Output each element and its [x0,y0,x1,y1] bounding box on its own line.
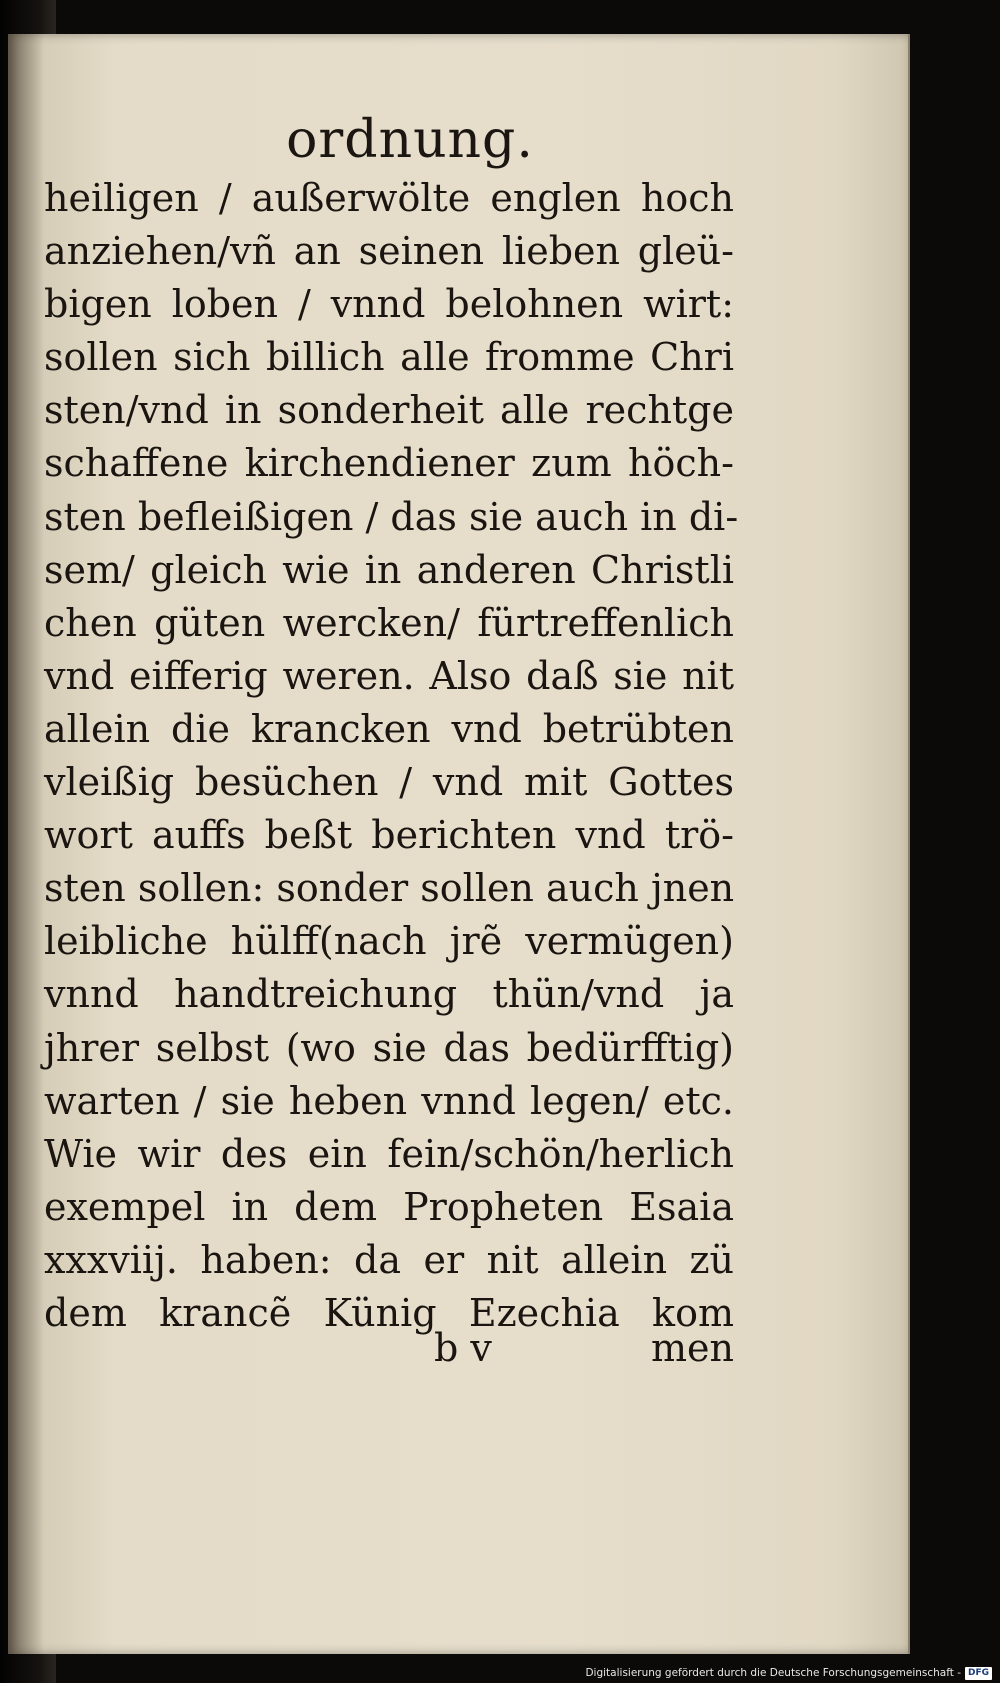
footer-credit [585,1664,992,1682]
text-line: heiligen / außerwölte englen hoch [44,176,734,220]
text-line: sten befleißigen / das sie auch in di- [44,494,739,539]
text-line: dem krancẽ Künig Ezechia kom [44,1290,734,1335]
text-line: chen güten wercken/ fürtreffenlich [44,600,734,645]
text-line: allein die krancken vnd betrübten [44,706,734,751]
text-line: leibliche hülff(nach jrẽ vermügen) [44,919,734,964]
running-header: ordnung. [286,110,534,170]
text-line: vleißig besüchen / vnd mit Gottes [44,760,734,805]
signature-line [44,1320,734,1376]
text-line: sollen sich billich alle fromme Chri [44,335,734,380]
text-line: sten sollen: sonder sollen auch jnen [44,866,735,911]
text-line: sten/vnd in sonderheit alle rechtge [44,388,734,433]
text-line: anziehen/vñ an seinen lieben gleü- [44,229,734,274]
text-line: Wie wir des ein fein/schön/herlich [44,1131,734,1176]
text-line: wort auffs beßt berichten vnd trö- [44,813,734,858]
page-gutter-shadow [8,34,44,1654]
text-line: warten / sie heben vnnd legen/ etc. [44,1078,734,1123]
text-line: sem/ gleich wie in anderen Christli [44,547,734,592]
text-block [44,172,739,1340]
text-line: schaffene kirchendiener zum höch- [44,441,734,486]
text-line: bigen loben / vnnd belohnen wirt: [44,282,734,327]
catchword: men [651,1326,734,1370]
text-line: vnnd handtreichung thün/vnd ja [44,972,734,1017]
signature-mark: b v [434,1326,492,1370]
text-line: jhrer selbst (wo sie das bedürfftig) [44,1025,734,1070]
text-line: vnd eifferig weren. Also daß sie nit [44,653,734,698]
dfg-logo: DFG [965,1667,992,1680]
footer-credit-text: Digitalisierung gefördert durch die Deutsche Forschungsgemeinschaft - [585,1667,961,1679]
text-line: xxxviij. haben: da er nit allein zü [44,1237,734,1282]
text-line: exempel in dem Propheten Esaia [44,1184,734,1229]
